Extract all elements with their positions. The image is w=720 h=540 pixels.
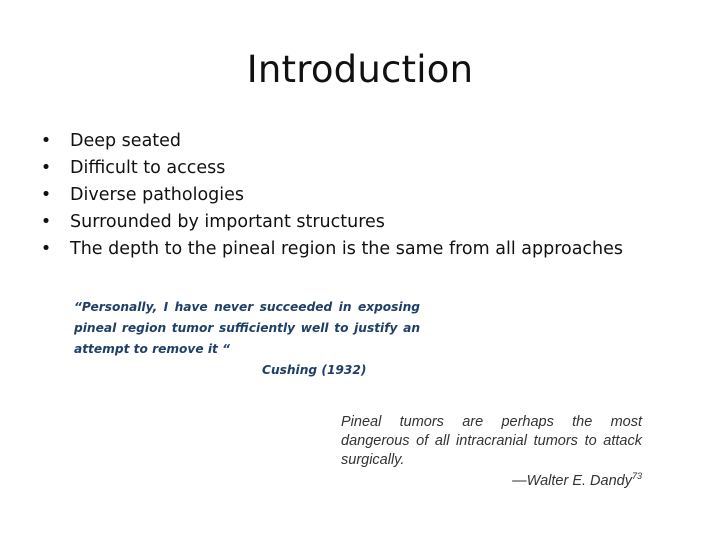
bullet-dot: • (40, 158, 52, 178)
bullet-text: Deep seated (70, 131, 182, 151)
bullet-item (40, 128, 623, 155)
bullet-dot: • (40, 212, 52, 232)
dandy-reference-number: 73 (631, 471, 642, 482)
bullet-dot: • (40, 185, 52, 205)
cushing-quote (74, 297, 420, 381)
bullet-item (40, 155, 623, 182)
dandy-quote-text: Pineal tumors are perhaps the most dangerous of all intracranial tumors to attack surgically. (341, 414, 642, 468)
cushing-quote-text: “Personally, I have never succeeded in exposing pineal region tumor sufficiently well to justify an attempt to remove it “ (74, 300, 420, 356)
bullet-item (40, 236, 623, 263)
bullet-item (40, 182, 623, 209)
bullet-text: The depth to the pineal region is the same from all approaches (70, 239, 624, 259)
slide-title: Introduction (246, 48, 474, 91)
bullet-item (40, 209, 623, 236)
bullet-dot: • (40, 239, 52, 259)
bullet-text: Difficult to access (70, 158, 226, 178)
bullet-dot: • (40, 131, 52, 151)
bullet-text: Surrounded by important structures (70, 212, 385, 232)
bullet-text: Diverse pathologies (70, 185, 245, 205)
dandy-quote-attribution: —Walter E. Dandy (512, 473, 632, 489)
dandy-quote-attribution-line (341, 472, 642, 491)
bullet-list (40, 128, 623, 263)
cushing-quote-attribution: Cushing (1932) (262, 363, 367, 377)
dandy-quote (341, 413, 642, 491)
